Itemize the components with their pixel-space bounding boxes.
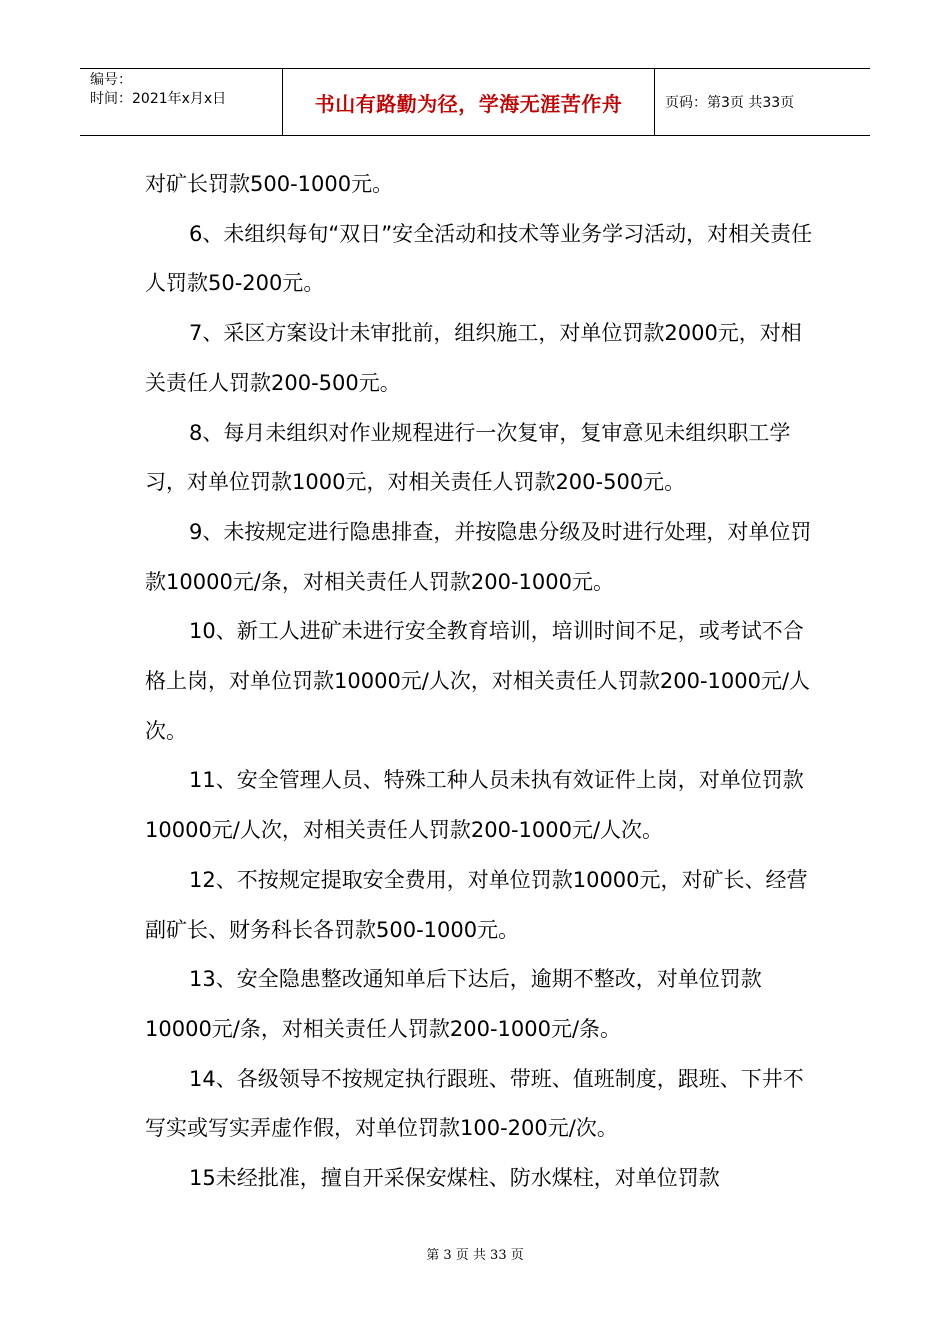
- header-motto: 书山有路勤为径，学海无涯苦作舟: [283, 69, 655, 135]
- paragraph: 对矿长罚款500-1000元。: [145, 172, 394, 196]
- paragraph: 13、安全隐患整改通知单后下达后，逾期不整改，对单位罚款10000元/条，对相关责任人罚款200-1000元/条。: [145, 967, 762, 1041]
- paragraph: 15未经批准，擅自开采保安煤柱、防水煤柱，对单位罚款: [189, 1166, 720, 1191]
- paragraph: 6、未组织每旬“双日”安全活动和技术等业务学习活动，对相关责任人罚款50-200元。: [145, 221, 813, 296]
- document-date: 时间：2021年x月x日: [90, 91, 227, 107]
- paragraph: 9、未按规定进行隐患排查，并按隐患分级及时进行处理，对单位罚款10000元/条，对相关责任人罚款200-1000元。: [145, 519, 812, 594]
- page-footer: 第 3 页 共 33 页: [426, 1248, 524, 1263]
- header-page-info: 页码：第3页 共33页: [665, 95, 795, 111]
- page-header: [80, 68, 870, 136]
- header-meta: [80, 69, 283, 135]
- document-number-label: 编号：: [90, 72, 132, 88]
- paragraph: 11、安全管理人员、特殊工种人员未执有效证件上岗，对单位罚款10000元/人次，对相关责任人罚款200-1000元/人次。: [145, 768, 804, 843]
- paragraph: 8、每月未组织对作业规程进行一次复审，复审意见未组织职工学习，对单位罚款1000元，对相关责任人罚款200-500元。: [145, 420, 791, 495]
- document-body: [145, 160, 815, 1204]
- paragraph: 10、新工人进矿未进行安全教育培训，培训时间不足，或考试不合格上岗，对单位罚款10000元/人次，对相关责任人罚款200-1000元/人次。: [145, 619, 811, 743]
- paragraph: 12、不按规定提取安全费用，对单位罚款10000元，对矿长、经营副矿长、财务科长各罚款500-1000元。: [145, 867, 808, 942]
- paragraph: 7、采区方案设计未审批前，组织施工，对单位罚款2000元，对相关责任人罚款200-500元。: [145, 321, 802, 395]
- paragraph: 14、各级领导不按规定执行跟班、带班、值班制度，跟班、下井不写实或写实弄虚作假，对单位罚款100-200元/次。: [145, 1066, 804, 1141]
